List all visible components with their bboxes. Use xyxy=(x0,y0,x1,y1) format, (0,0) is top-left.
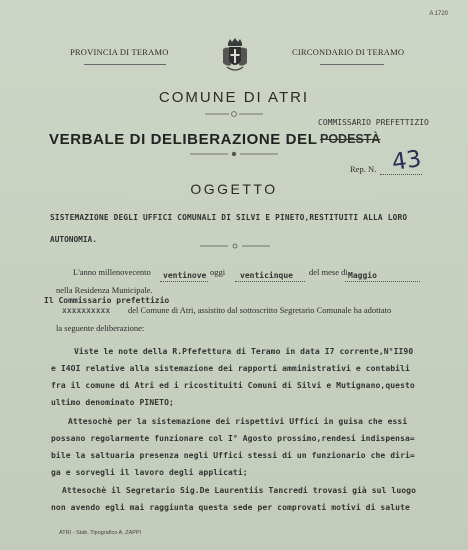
district-label: CIRCONDARIO DI TERAMO xyxy=(292,47,405,57)
subject-line-2: AUTONOMIA. xyxy=(50,235,97,244)
savoy-crest-icon xyxy=(219,37,251,73)
day-dotline xyxy=(235,281,305,282)
form-code: A 1720 xyxy=(429,11,448,17)
struck-mark: xxxxxxxxxx xyxy=(62,306,111,315)
commissario-typed: COMMISSARIO PREFETTIZIO xyxy=(318,118,429,127)
residenza-text: nella Residenza Municipale. xyxy=(56,285,153,295)
month-value: Maggio xyxy=(348,271,377,280)
commissario-line: Il Commissario prefettizio xyxy=(44,296,170,305)
comune-title: COMUNE DI ATRI xyxy=(158,89,310,106)
mese-label: del mese di xyxy=(309,267,348,277)
printer-footer: ATRI - Stab. Tipografico A. ZAPPI xyxy=(59,530,142,536)
day-value: venticinque xyxy=(240,271,293,280)
province-label: PROVINCIA DI TERAMO xyxy=(70,47,169,57)
body-line: ga e sorvegli il lavoro degli applicati; xyxy=(51,468,248,477)
anno-value: ventinove xyxy=(163,271,207,280)
body-line: non avendo egli mai raggiunta questa sede per comprovati motivi di salute xyxy=(51,503,410,512)
body-line: fra il comune di Atri ed i ricostituiti Comuni di Silvi e Mutignano,questo xyxy=(51,381,415,390)
body-line: e I4OI relative alla sistemazione dei rapporti amministrativi e contabili xyxy=(51,364,410,373)
subject-divider xyxy=(200,242,270,250)
body-line: possano regolarmente funzionare col I° Agosto prossimo,rendesi indispensa= xyxy=(51,434,415,443)
body-line: Attesochè per la sistemazione dei rispettivi Uffici in guisa che essi xyxy=(68,417,408,426)
seguente-text: la seguente deliberazione: xyxy=(56,323,145,333)
podesta-struck: PODESTÀ xyxy=(320,132,381,146)
oggi-label: oggi xyxy=(210,267,226,277)
anno-dotline xyxy=(160,281,208,282)
rep-number: 43 xyxy=(390,146,423,176)
verbale-title: VERBALE DI DELIBERAZIONE DEL xyxy=(49,131,318,148)
province-underline xyxy=(84,64,166,65)
oggetto-heading: OGGETTO xyxy=(190,181,278,197)
anno-label: L'anno millenovecento xyxy=(73,267,151,277)
body-line: Viste le note della R.Pfefettura di Teramo in data I7 corrente,N°II90 xyxy=(74,347,414,356)
subject-line-1: SISTEMAZIONE DEGLI UFFICI COMUNALI DI SILVI E PINETO,RESTITUITI ALLA LORO xyxy=(50,213,408,222)
body-line: ultimo denominato PINETO; xyxy=(51,398,174,407)
title-flourish xyxy=(190,150,278,158)
body-line: Attesochè il Segretario Sig.De Laurentiis Tancredi trovasi già sul luogo xyxy=(62,486,416,495)
month-dotline xyxy=(345,281,420,282)
district-underline xyxy=(320,64,384,65)
del-comune-text: del Comune di Atri, assistito dal sottoscritto Segretario Comunale ha adottato xyxy=(128,305,392,315)
body-line: bile la saltuaria presenza negli Uffici stessi di un funzionario che diri= xyxy=(51,451,415,460)
divider-ornament xyxy=(205,110,263,118)
rep-label: Rep. N. xyxy=(350,164,377,174)
